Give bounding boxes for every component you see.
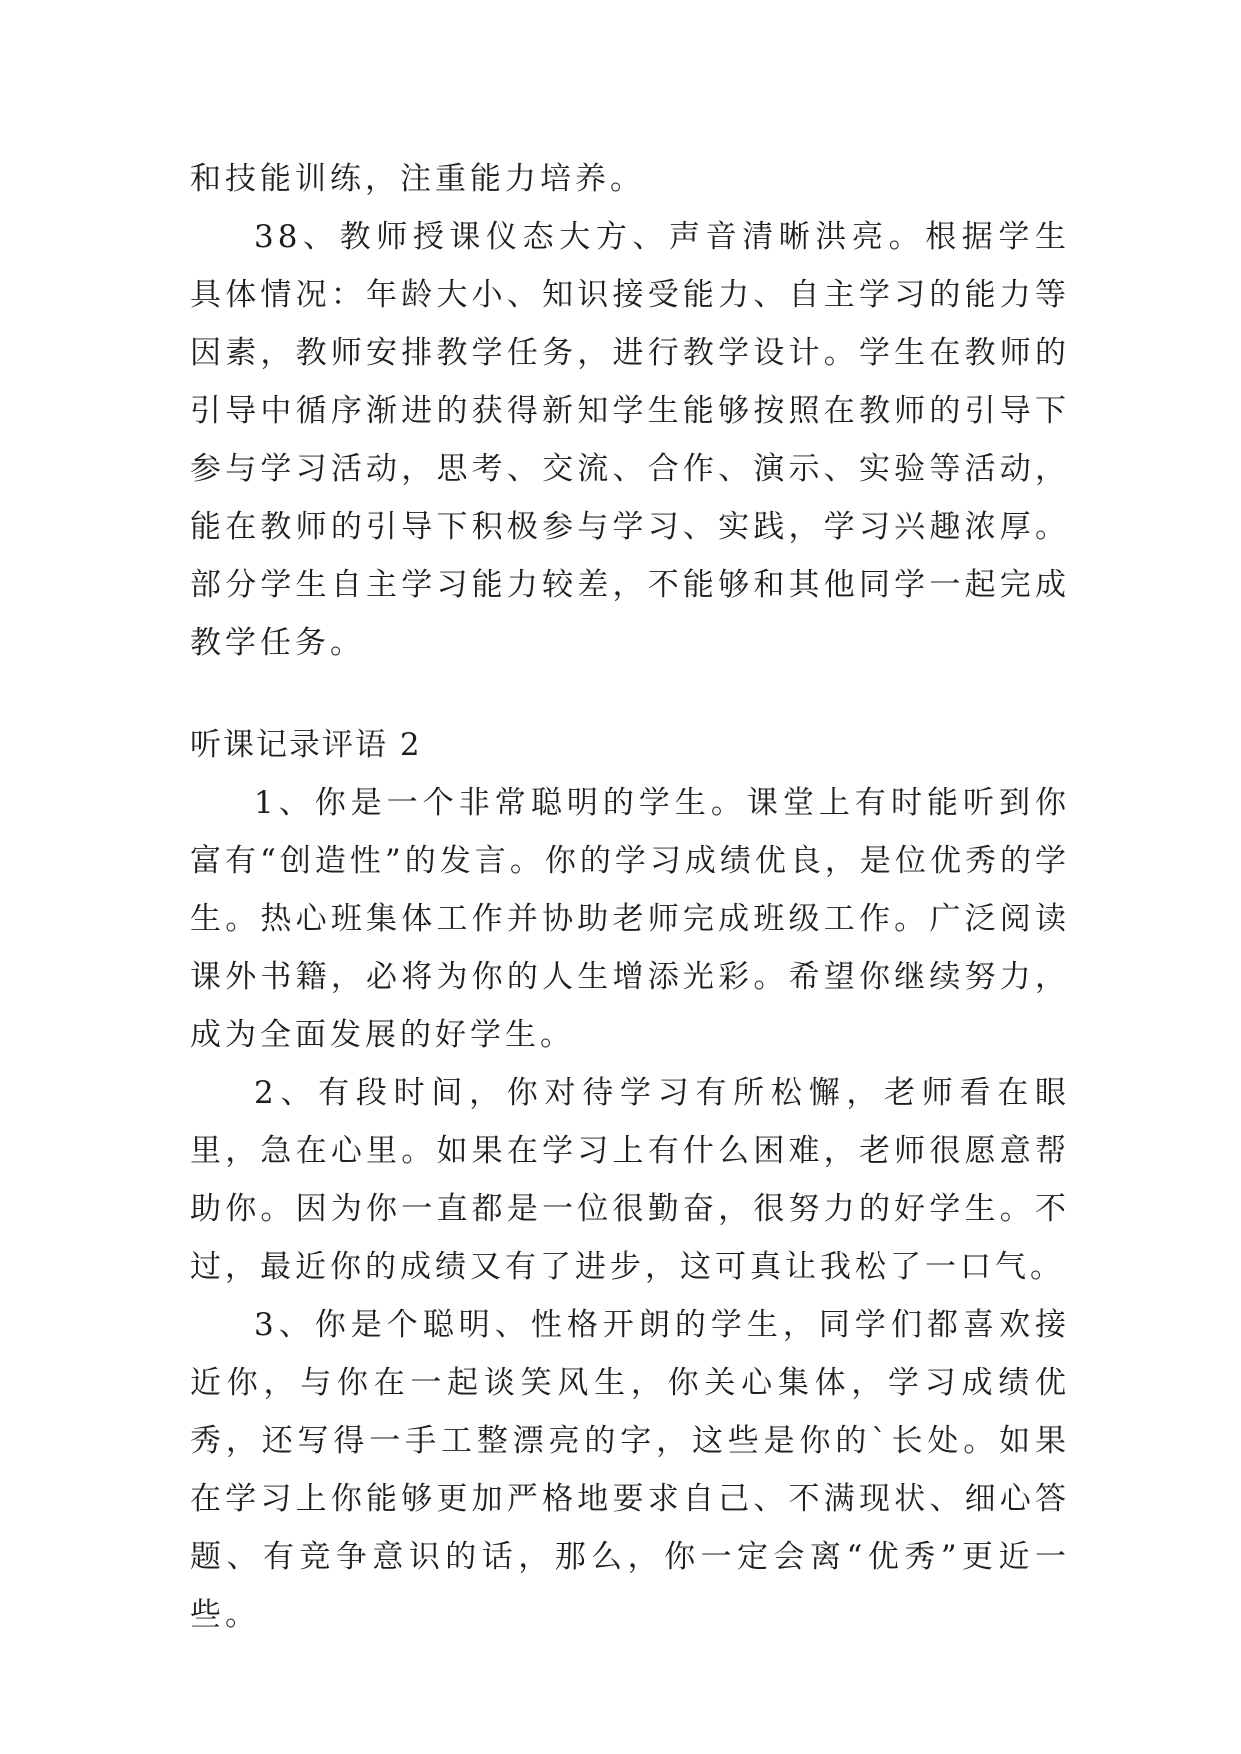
paragraph-item-38: 38、教师授课仪态大方、声音清晰洪亮。根据学生具体情况：年龄大小、知识接受能力、自主学习的能力等因素，教师安排教学任务，进行教学设计。学生在教师的引导中循序渐进的获得新知学生能够按照在教师的引导下参与学习活动，思考、交流、合作、演示、实验等活动，能在教师的引导下积极参与学习、实践，学习兴趣浓厚。部分学生自主学习能力较差，不能够和其他同学一起完成教学任务。: [190, 219, 1070, 661]
paragraph-item-2: 2、有段时间，你对待学习有所松懈，老师看在眼里，急在心里。如果在学习上有什么困难，老师很愿意帮助你。因为你一直都是一位很勤奋，很努力的好学生。不过，最近你的成绩又有了进步，这可真让我松了一口气。: [190, 1075, 1070, 1285]
section-heading: 听课记录评语 2: [190, 727, 422, 763]
paragraph-continuation: 和技能训练，注重能力培养。: [190, 161, 645, 197]
paragraph-item-1: 1、你是一个非常聪明的学生。课堂上有时能听到你富有“创造性”的发言。你的学习成绩优良，是位优秀的学生。热心班集体工作并协助老师完成班级工作。广泛阅读课外书籍，必将为你的人生增添光彩。希望你继续努力，成为全面发展的好学生。: [190, 785, 1070, 1053]
section-spacer: [190, 672, 1070, 716]
document-page: [190, 150, 1070, 1644]
paragraph-item-3: 3、你是个聪明、性格开朗的学生，同学们都喜欢接近你，与你在一起谈笑风生，你关心集体，学习成绩优秀，还写得一手工整漂亮的字，这些是你的`长处。如果在学习上你能够更加严格地要求自己、不满现状、细心答题、有竞争意识的话，那么，你一定会离“优秀”更近一些。: [190, 1307, 1070, 1633]
